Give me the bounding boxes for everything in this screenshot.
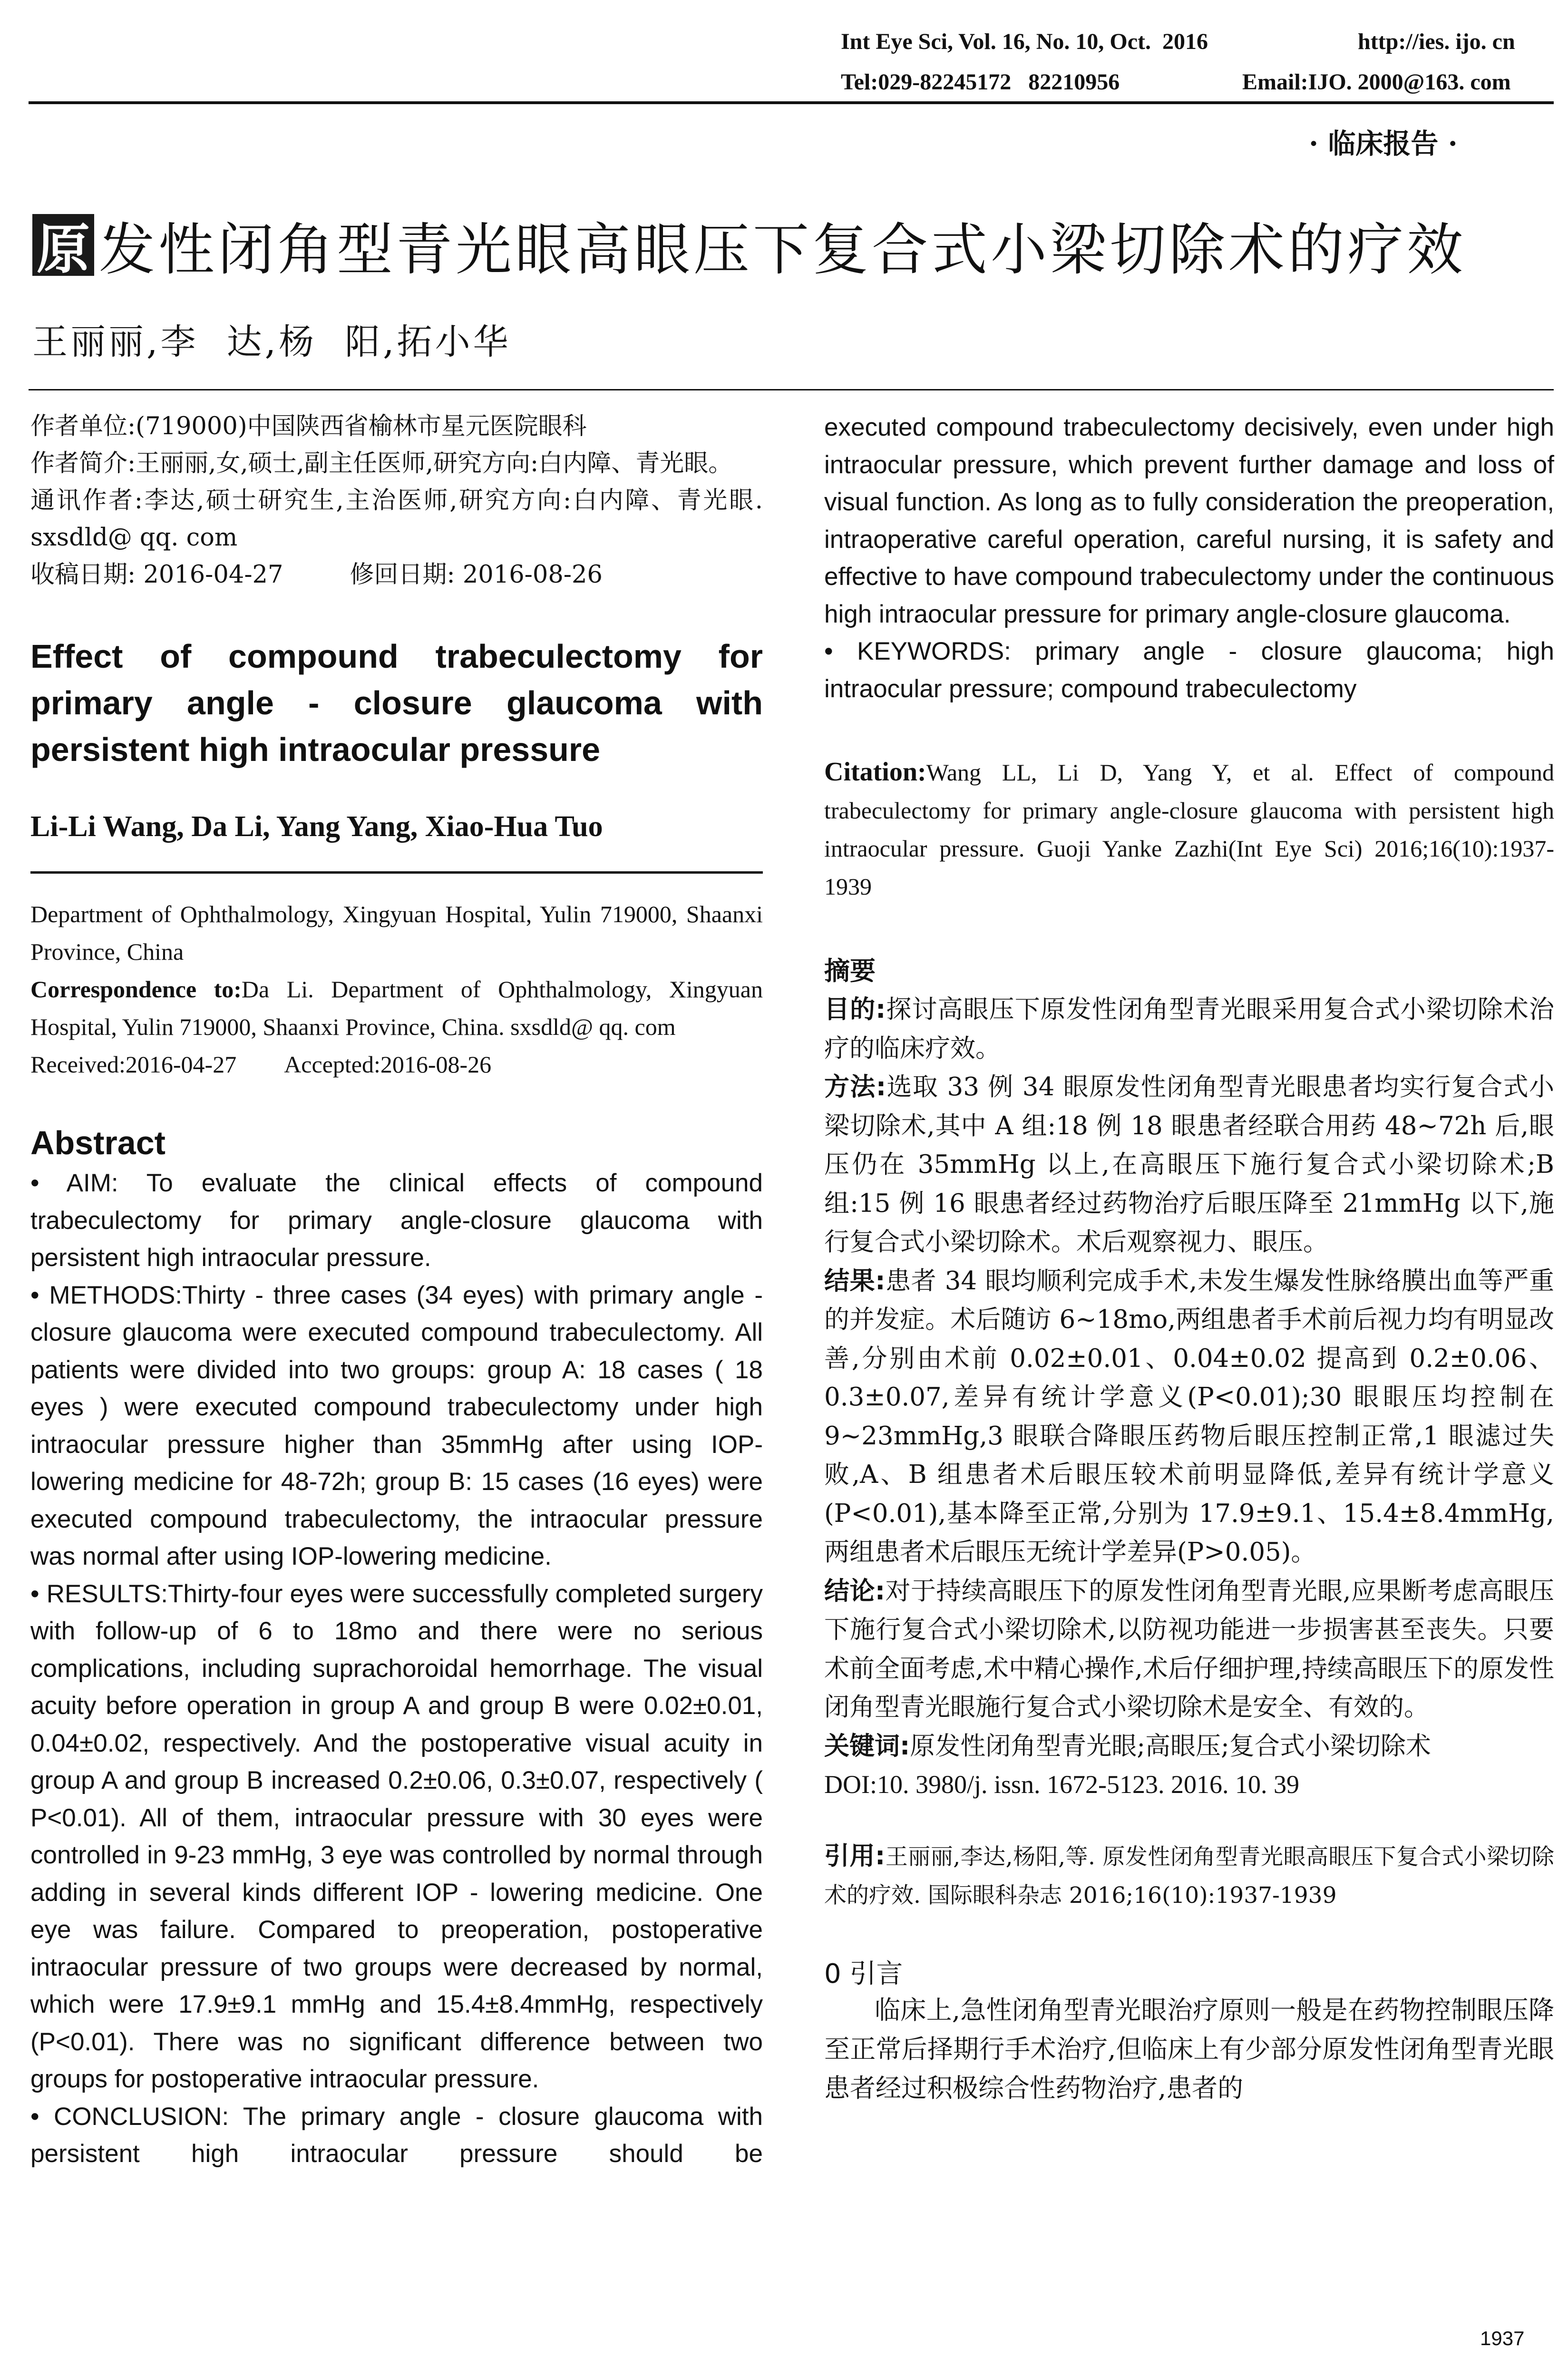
accepted-date-en: Accepted:2016-08-26 bbox=[284, 1051, 492, 1078]
journal-email[interactable]: Email:IJO. 2000@163. com bbox=[1242, 69, 1511, 95]
intro-heading: 0 引言 bbox=[824, 1958, 903, 1989]
abstract-heading: Abstract bbox=[30, 1124, 166, 1161]
abstract-methods: • METHODS:Thirty - three cases (34 eyes) with primary angle - closure glaucoma were executed compound trabeculectomy. All patients were divided into two groups: group A: 18 cases ( 18 eyes ) were executed compound trabeculectomy under high intraocular pressure higher than 35mmHg after using IOP-lowering medicine for 48-72h; group B: 15 cases (16 eyes) were executed compound trabeculectomy, the intraocular pressure was normal after using IOP-lowering medicine. bbox=[30, 1281, 763, 1570]
author-unit: 作者单位:(719000)中国陕西省榆林市星元医院眼科 bbox=[30, 412, 587, 440]
authors-chinese: 王丽丽,李 达,杨 阳,拓小华 bbox=[32, 321, 511, 362]
cn-abstract-objective: 目的:探讨高眼压下原发性闭角型青光眼采用复合式小梁切除术治疗的临床疗效。 bbox=[824, 995, 1554, 1063]
header-rule bbox=[29, 101, 1554, 104]
department: Department of Ophthalmology, Xingyuan Hospital, Yulin 719000, Shaanxi Province, China bbox=[30, 901, 763, 965]
cn-abstract-methods: 方法:选取 33 例 34 眼原发性闭角型青光眼患者均实行复合式小梁切除术,其中 A 组:18 例 18 眼患者经联合用药 48~72h 后,眼压仍在 35mmHg 以上,在高眼压下施行复合式小梁切除术;B 组:15 例 16 眼患者经过药物治疗后眼压降至 21mmHg 以下,施行复合式小梁切除术。术后观察视力、眼压。 bbox=[824, 1072, 1554, 1257]
correspondence-text: Da Li. Department of Ophthalmology, Xingyuan Hospital, Yulin 719000, Shaanxi Province, China. sxsdld@ qq. com bbox=[30, 976, 763, 1040]
title-text: 发性闭角型青光眼高眼压下复合式小梁切除术的疗效 bbox=[99, 217, 1467, 283]
correspondence bbox=[30, 971, 763, 1046]
keywords-en bbox=[824, 633, 1554, 708]
intro-paragraph: 临床上,急性闭角型青光眼治疗原则一般是在药物控制眼压降至正常后择期行手术治疗,但临床上有少部分原发性闭角型青光眼患者经过积极综合性药物治疗,患者的 bbox=[824, 1995, 1554, 2103]
citation-en bbox=[824, 753, 1554, 906]
page-number: 1937 bbox=[1480, 2327, 1525, 2349]
author-bio: 作者简介:王丽丽,女,硕士,副主任医师,研究方向:白内障、青光眼。 bbox=[30, 449, 733, 477]
journal-citation-line: Int Eye Sci, Vol. 16, No. 10, Oct. 2016 bbox=[841, 29, 1208, 54]
received-date-en: Received:2016-04-27 bbox=[30, 1051, 237, 1078]
journal-tel: Tel:029-82245172 82210956 bbox=[841, 69, 1120, 95]
abstract-results: • RESULTS:Thirty-four eyes were successfully completed surgery with follow-up of 6 to 18mo and there were no serious complications, including suprachoroidal hemorrhage. The visual acuity before operation in group A and group B were 0.02±0.01, 0.04±0.02, respectively. And the postoperative visual acuity in group A and group B increased 0.2±0.06, 0.3±0.07, respectively ( P<0.01). All of them, intraocular pressure with 30 eyes were controlled in 9-23 mmHg, 3 eye was controlled by normal through adding in several kinds different IOP - lowering medicine. One eye was failure. Compared to preoperation, postoperative intraocular pressure of two groups were decreased by normal, which were 17.9±9.1 mmHg and 15.4±8.4mmHg, respectively (P<0.01). There was no significant difference between two groups for postoperative intraocular pressure. bbox=[30, 1579, 763, 2093]
english-title: Effect of compound trabeculectomy for primary angle - closure glaucoma with persistent high intraocular pressure bbox=[30, 638, 763, 768]
citation-text: Wang LL, Li D, Yang Y, et al. Effect of compound trabeculectomy for primary angle-closure glaucoma with persistent high intraocular pressure. Guoji Yanke Zazhi(Int Eye Sci) 2016;16(10):1937-1939 bbox=[824, 759, 1554, 900]
cn-keywords: 关键词:原发性闭角型青光眼;高眼压;复合式小梁切除术 bbox=[824, 1731, 1431, 1761]
article-title bbox=[32, 205, 1466, 285]
title-rule bbox=[29, 389, 1554, 390]
authors-rule bbox=[30, 871, 763, 874]
cn-abstract-heading: 摘要 bbox=[824, 956, 876, 986]
dates-cn bbox=[30, 556, 763, 594]
cn-abstract-conclusion: 结论:对于持续高眼压下的原发性闭角型青光眼,应果断考虑高眼压下施行复合式小梁切除术,以防视功能进一步损害甚至丧失。只要术前全面考虑,术中精心操作,术后仔细护理,持续高眼压下的原发性闭角型青光眼施行复合式小梁切除术是安全、有效的。 bbox=[824, 1576, 1554, 1722]
abstract-body bbox=[30, 1165, 763, 2173]
cn-abstract-body bbox=[824, 990, 1554, 1804]
citation-cn-text: 王丽丽,李达,杨阳,等. 原发性闭角型青光眼高眼压下复合式小梁切除术的疗效. 国际眼科杂志 2016;16(10):1937-1939 bbox=[824, 1843, 1554, 1909]
left-column bbox=[30, 408, 763, 2173]
right-column bbox=[824, 409, 1554, 2108]
abstract-conclusion-cont: executed compound trabeculectomy decisively, even under high intraocular pressure, which prevent further damage and loss of visual function. As long as to fully consideration the preoperation, intraoperative careful operation, careful nursing, it is safety and effective to have compound trabeculectomy under the continuous high intraocular pressure for primary angle-closure glaucoma. bbox=[824, 413, 1554, 628]
keywords-label: • KEYWORDS: bbox=[824, 637, 1011, 665]
abstract-conclusion: • CONCLUSION: The primary angle - closure glaucoma with persistent high intraocular pressure should be bbox=[30, 2102, 763, 2168]
title-first-char-box: 原 bbox=[32, 214, 94, 276]
citation-cn-label: 引用: bbox=[824, 1841, 886, 1870]
abstract-aim: • AIM: To evaluate the clinical effects of compound trabeculectomy for primary angle-closure glaucoma with persistent high intraocular pressure. bbox=[30, 1169, 763, 1272]
received-date-cn: 收稿日期: 2016-04-27 bbox=[30, 561, 283, 589]
citation-cn bbox=[824, 1837, 1554, 1915]
keywords-text: primary angle - closure glaucoma; high intraocular pressure; compound trabeculectomy bbox=[824, 637, 1554, 703]
correspondence-label: Correspondence to: bbox=[30, 976, 242, 1003]
citation-label: Citation: bbox=[824, 757, 926, 787]
journal-url[interactable]: http://ies. ijo. cn bbox=[1358, 29, 1515, 54]
doi[interactable]: DOI:10. 3980/j. issn. 1672-5123. 2016. 10. 39 bbox=[824, 1770, 1299, 1799]
corresponding-author: 通讯作者:李达,硕士研究生,主治医师,研究方向:白内障、青光眼. sxsdld@ qq. com bbox=[30, 487, 763, 552]
cn-abstract-results: 结果:患者 34 眼均顺利完成手术,未发生爆发性脉络膜出血等严重的并发症。术后随访 6~18mo,两组患者手术前后视力均有明显改善,分别由术前 0.02±0.01、0.04±0.02 提高到 0.2±0.06、0.3±0.07,差异有统计学意义(P<0.01);30 眼眼压均控制在 9~23mmHg,3 眼联合降眼压药物后眼压控制正常,1 眼滤过失败,A、B 组患者术后眼压较术前明显降低,差异有统计学意义(P<0.01),基本降至正常,分别为 17.9±9.1、15.4±8.4mmHg,两组患者术后眼压无统计学差异(P>0.05)。 bbox=[824, 1266, 1555, 1567]
dates-en bbox=[30, 1046, 763, 1083]
revised-date-cn: 修回日期: 2016-08-26 bbox=[350, 561, 603, 589]
english-authors: Li-Li Wang, Da Li, Yang Yang, Xiao-Hua Tuo bbox=[30, 810, 603, 843]
column-tag: · 临床报告 · bbox=[1309, 127, 1458, 160]
